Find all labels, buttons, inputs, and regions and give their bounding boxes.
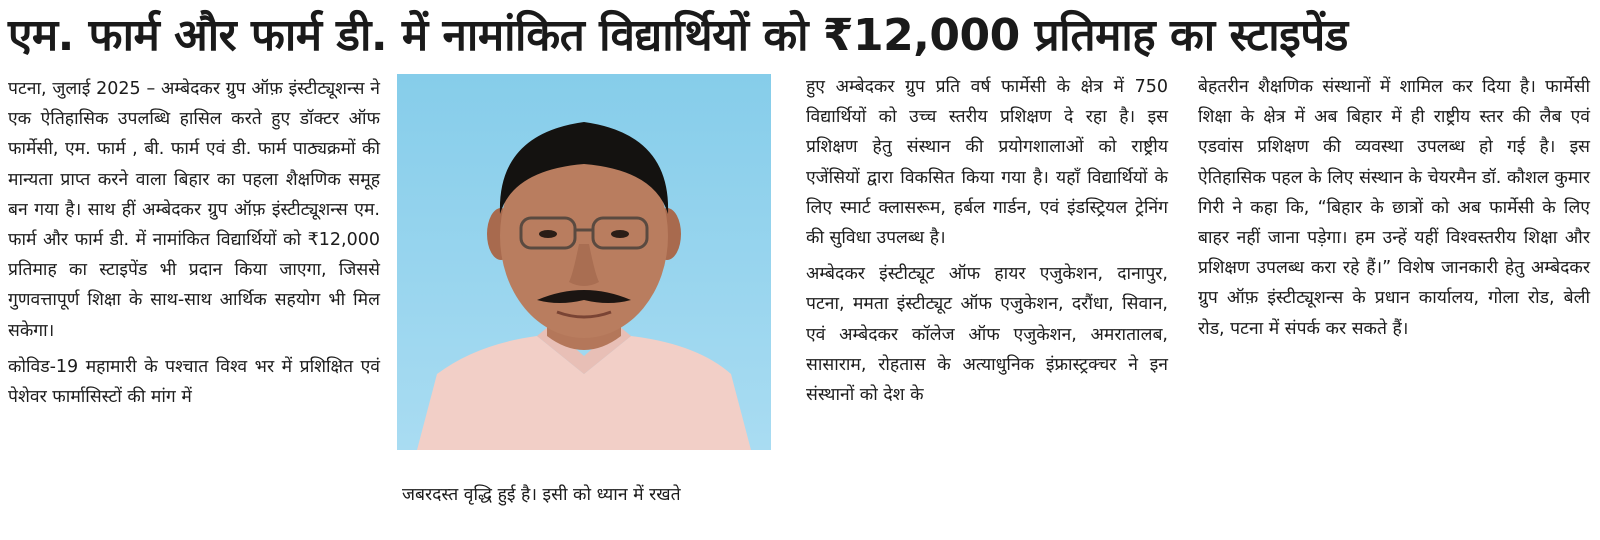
article-column-1	[8, 74, 380, 418]
article-column-3	[806, 72, 1168, 416]
article-paragraph: पटना, जुलाई 2025 – अम्बेदकर ग्रुप ऑफ़ इंस्टीट्यूशन्स ने एक ऐतिहासिक उपलब्धि हासिल करते हुए डॉक्टर ऑफ फार्मेसी, एम. फार्म , बी. फार्म एवं डी. फार्म पाठ्यक्रमों की मान्यता प्राप्त करने वाला बिहार का पहला शैक्षणिक समूह बन गया है। साथ हीं अम्बेदकर ग्रुप ऑफ़ इंस्टीट्यूशन्स एम. फार्म और फार्म डी. में नामांकित विद्यार्थियों को ₹12,000 प्रतिमाह का स्टाइपेंड भी प्रदान किया जाएगा, जिससे गुणवत्तापूर्ण शिक्षा के साथ-साथ आर्थिक सहयोग भी मिल सकेगा।	[8, 79, 380, 341]
photo-caption: जबरदस्त वृद्धि हुई है। इसी को ध्यान में रखते	[402, 485, 681, 505]
article-paragraph: अम्बेदकर इंस्टीट्यूट ऑफ हायर एजुकेशन, दानापुर, पटना, ममता इंस्टीट्यूट ऑफ एजुकेशन, दरौंधा, सिवान, एवं अम्बेदकर कॉलेज ऑफ एजुकेशन, अमरातालब, सासाराम, रोहतास के अत्याधुनिक इंफ्रास्ट्रक्चर ने इन संस्थानों को देश के	[806, 264, 1168, 406]
portrait-photo	[397, 74, 771, 450]
article-paragraph: कोविड-19 महामारी के पश्चात विश्व भर में प्रशिक्षित एवं पेशेवर फार्मासिस्टों की मांग में	[8, 356, 380, 408]
headline: एम. फार्म और फार्म डी. में नामांकित विद्यार्थियों को ₹12,000 प्रतिमाह का स्टाइपेंड	[8, 10, 1348, 61]
article-paragraph: हुए अम्बेदकर ग्रुप प्रति वर्ष फार्मेसी के क्षेत्र में 750 विद्यार्थियों को उच्च स्तरीय प्रशिक्षण दे रहा है। इस प्रशिक्षण हेतु संस्थान की प्रयोगशालाओं को राष्ट्रीय एजेंसियों द्वारा विकसित किया गया है। यहाँ विद्यार्थियों के लिए स्मार्ट क्लासरूम, हर्बल गार्डन, एवं इंडस्ट्रियल ट्रेनिंग की सुविधा उपलब्ध है।	[806, 77, 1168, 249]
article-column-4	[1198, 72, 1590, 350]
article-paragraph: बेहतरीन शैक्षणिक संस्थानों में शामिल कर दिया है। फार्मेसी शिक्षा के क्षेत्र में अब बिहार में ही राष्ट्रीय स्तर की लैब एवं एडवांस प्रशिक्षण की व्यवस्था उपलब्ध हो गई है। इस ऐतिहासिक पहल के लिए संस्थान के चेयरमैन डॉ. कौशल कुमार गिरी ने कहा कि, “बिहार के छात्रों को अब फार्मेसी के लिए बाहर नहीं जाना पड़ेगा। हम उन्हें यहीं विश्वस्तरीय शिक्षा और प्रशिक्षण उपलब्ध करा रहे हैं।” विशेष जानकारी हेतु अम्बेदकर ग्रुप ऑफ़ इंस्टीट्यूशन्स के प्रधान कार्यालय, गोला रोड, बेली रोड, पटना में संपर्क कर सकते हैं।	[1198, 77, 1590, 339]
